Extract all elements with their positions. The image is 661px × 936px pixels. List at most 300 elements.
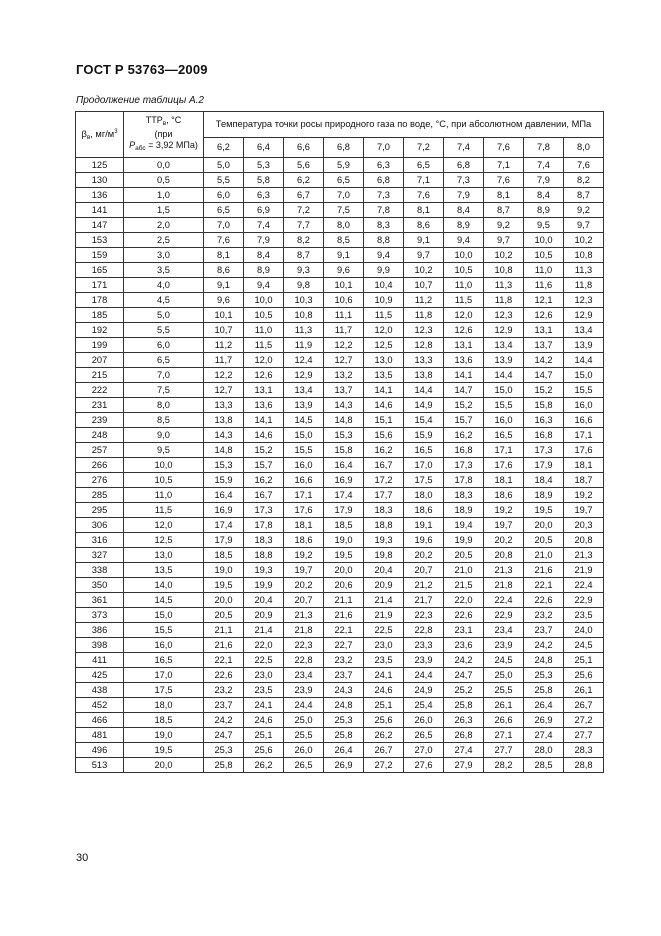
dew-point-cell: 7,9 (524, 173, 564, 188)
table-row (76, 323, 604, 338)
dew-point-cell: 26,2 (364, 728, 404, 743)
dew-point-cell: 25,1 (364, 698, 404, 713)
beta-cell: 125 (76, 158, 124, 173)
dew-point-cell: 23,9 (484, 638, 524, 653)
dew-point-cell: 22,1 (324, 623, 364, 638)
dew-point-cell: 19,7 (564, 503, 604, 518)
dew-point-cell: 23,5 (564, 608, 604, 623)
dew-point-cell: 19,0 (324, 533, 364, 548)
dew-point-cell: 25,3 (324, 713, 364, 728)
dew-point-cell: 8,4 (244, 248, 284, 263)
table-row (76, 218, 604, 233)
dew-point-cell: 20,9 (364, 578, 404, 593)
dew-point-cell: 7,7 (284, 218, 324, 233)
dew-point-cell: 16,2 (364, 443, 404, 458)
dew-point-cell: 6,8 (444, 158, 484, 173)
dew-point-cell: 12,3 (484, 308, 524, 323)
beta-cell: 361 (76, 593, 124, 608)
dew-point-cell: 18,3 (364, 503, 404, 518)
beta-cell: 316 (76, 533, 124, 548)
dew-point-cell: 13,7 (524, 338, 564, 353)
table-row (76, 713, 604, 728)
beta-cell: 481 (76, 728, 124, 743)
dew-point-cell: 9,2 (484, 218, 524, 233)
dew-point-cell: 25,6 (244, 743, 284, 758)
table-row (76, 203, 604, 218)
dew-point-cell: 13,9 (564, 338, 604, 353)
dew-point-cell: 15,0 (484, 383, 524, 398)
dew-point-cell: 20,5 (444, 548, 484, 563)
dew-point-cell: 20,0 (204, 593, 244, 608)
dew-point-cell: 20,7 (284, 593, 324, 608)
ttr-cell: 11,5 (124, 503, 204, 518)
dew-point-cell: 17,6 (484, 458, 524, 473)
ttr-cell: 3,5 (124, 263, 204, 278)
dew-point-cell: 18,1 (564, 458, 604, 473)
dew-point-cell: 22,6 (524, 593, 564, 608)
beta-cell: 141 (76, 203, 124, 218)
dew-point-cell: 8,2 (564, 173, 604, 188)
dew-point-cell: 13,4 (484, 338, 524, 353)
dew-point-cell: 27,4 (524, 728, 564, 743)
dew-point-cell: 8,2 (284, 233, 324, 248)
dew-point-cell: 14,8 (204, 443, 244, 458)
beta-cell: 386 (76, 623, 124, 638)
dew-point-cell: 25,3 (524, 668, 564, 683)
dew-point-cell: 23,5 (244, 683, 284, 698)
dew-point-cell: 21,1 (324, 593, 364, 608)
dew-point-cell: 9,4 (444, 233, 484, 248)
ttr-cell: 19,0 (124, 728, 204, 743)
dew-point-cell: 7,0 (204, 218, 244, 233)
table-row (76, 263, 604, 278)
dew-point-cell: 17,3 (444, 458, 484, 473)
dew-point-cell: 26,5 (284, 758, 324, 773)
dew-point-cell: 20,2 (284, 578, 324, 593)
dew-point-cell: 23,2 (204, 683, 244, 698)
dew-point-cell: 27,7 (564, 728, 604, 743)
dew-point-cell: 12,9 (564, 308, 604, 323)
dew-point-cell: 7,6 (204, 233, 244, 248)
dew-point-cell: 20,2 (484, 533, 524, 548)
dew-point-cell: 25,1 (244, 728, 284, 743)
dew-point-cell: 20,4 (364, 563, 404, 578)
ttr-cell: 5,0 (124, 308, 204, 323)
dew-point-cell: 27,9 (444, 758, 484, 773)
dew-point-cell: 19,3 (244, 563, 284, 578)
dew-point-cell: 9,1 (204, 278, 244, 293)
dew-point-cell: 23,2 (324, 653, 364, 668)
dew-point-cell: 9,6 (204, 293, 244, 308)
dew-point-cell: 15,0 (284, 428, 324, 443)
dew-point-cell: 19,9 (444, 533, 484, 548)
dew-point-cell: 6,9 (244, 203, 284, 218)
dew-point-cell: 8,4 (524, 188, 564, 203)
dew-point-cell: 17,8 (244, 518, 284, 533)
beta-cell: 207 (76, 353, 124, 368)
table-row (76, 578, 604, 593)
beta-cell: 295 (76, 503, 124, 518)
dew-point-cell: 11,6 (524, 278, 564, 293)
dew-point-cell: 14,7 (444, 383, 484, 398)
dew-point-cell: 16,3 (524, 413, 564, 428)
dew-point-cell: 22,5 (244, 653, 284, 668)
beta-cell: 266 (76, 458, 124, 473)
dew-point-cell: 11,2 (204, 338, 244, 353)
dew-point-cell: 15,2 (244, 443, 284, 458)
dew-point-cell: 23,5 (364, 653, 404, 668)
dew-point-cell: 19,0 (204, 563, 244, 578)
dew-point-cell: 11,8 (484, 293, 524, 308)
dew-point-cell: 17,1 (284, 488, 324, 503)
pressure-header-cell: 7,6 (484, 138, 524, 158)
dew-point-cell: 15,8 (324, 443, 364, 458)
ttr-cell: 17,0 (124, 668, 204, 683)
dew-point-cell: 9,7 (484, 233, 524, 248)
dew-point-cell: 10,8 (484, 263, 524, 278)
dew-point-cell: 10,2 (404, 263, 444, 278)
dew-point-cell: 18,9 (524, 488, 564, 503)
table-row (76, 308, 604, 323)
table-row (76, 623, 604, 638)
dew-point-cell: 24,4 (284, 698, 324, 713)
ttr-cell: 11,0 (124, 488, 204, 503)
dew-point-cell: 11,5 (444, 293, 484, 308)
dew-point-cell: 15,7 (244, 458, 284, 473)
dew-point-cell: 7,6 (404, 188, 444, 203)
dew-point-cell: 8,1 (204, 248, 244, 263)
dew-point-cell: 20,0 (524, 518, 564, 533)
dew-point-cell: 11,0 (524, 263, 564, 278)
dew-point-cell: 8,7 (564, 188, 604, 203)
dew-point-cell: 27,1 (484, 728, 524, 743)
dew-point-cell: 22,4 (564, 578, 604, 593)
table-row (76, 608, 604, 623)
dew-point-cell: 18,1 (284, 518, 324, 533)
dew-point-cell: 9,7 (564, 218, 604, 233)
ttr-cell: 15,0 (124, 608, 204, 623)
dew-point-cell: 5,8 (244, 173, 284, 188)
dew-point-cell: 13,1 (244, 383, 284, 398)
dew-point-cell: 10,5 (444, 263, 484, 278)
dew-point-cell: 20,9 (244, 608, 284, 623)
beta-subscript: в (86, 133, 91, 141)
dew-point-cell: 25,4 (404, 698, 444, 713)
dew-point-cell: 8,8 (364, 233, 404, 248)
ttr-cell: 18,5 (124, 713, 204, 728)
dew-point-cell: 20,0 (324, 563, 364, 578)
beta-cell: 327 (76, 548, 124, 563)
beta-cell: 239 (76, 413, 124, 428)
dew-point-cell: 15,2 (444, 398, 484, 413)
dew-point-cell: 18,5 (324, 518, 364, 533)
dew-point-cell: 13,1 (524, 323, 564, 338)
dew-point-cell: 11,5 (364, 308, 404, 323)
dew-point-cell: 21,3 (284, 608, 324, 623)
dew-point-cell: 20,5 (524, 533, 564, 548)
pressure-symbol: P (129, 139, 136, 150)
ttr-cell: 14,5 (124, 593, 204, 608)
beta-unit: , мг/м (90, 128, 115, 139)
dew-point-cell: 11,3 (484, 278, 524, 293)
ttr-cell: 19,5 (124, 743, 204, 758)
pressure-header-cell: 7,0 (364, 138, 404, 158)
dew-point-cell: 26,8 (444, 728, 484, 743)
dew-point-cell: 26,6 (484, 713, 524, 728)
dew-point-cell: 7,8 (364, 203, 404, 218)
table-row (76, 743, 604, 758)
dew-point-cell: 19,4 (444, 518, 484, 533)
dew-point-cell: 27,7 (484, 743, 524, 758)
dew-point-cell: 19,5 (204, 578, 244, 593)
dew-point-cell: 25,5 (484, 683, 524, 698)
ttr-cell: 6,5 (124, 353, 204, 368)
dew-point-cell: 16,6 (284, 473, 324, 488)
dew-point-cell: 16,5 (404, 443, 444, 458)
ttr-cell: 9,5 (124, 443, 204, 458)
beta-unit-superscript: 3 (114, 128, 118, 135)
dew-point-cell: 10,2 (564, 233, 604, 248)
ttr-line2: (при (154, 129, 173, 140)
dew-point-cell: 24,2 (204, 713, 244, 728)
dew-point-table (75, 111, 604, 773)
dew-point-cell: 23,4 (484, 623, 524, 638)
table-row (76, 188, 604, 203)
beta-cell: 248 (76, 428, 124, 443)
dew-point-cell: 9,5 (524, 218, 564, 233)
ttr-cell: 6,0 (124, 338, 204, 353)
dew-point-cell: 18,7 (564, 473, 604, 488)
beta-cell: 192 (76, 323, 124, 338)
table-row (76, 428, 604, 443)
table-row (76, 383, 604, 398)
dew-point-cell: 21,0 (444, 563, 484, 578)
dew-point-cell: 12,7 (204, 383, 244, 398)
ttr-cell: 20,0 (124, 758, 204, 773)
dew-point-cell: 17,9 (324, 503, 364, 518)
dew-point-cell: 16,9 (204, 503, 244, 518)
dew-point-cell: 21,2 (404, 578, 444, 593)
dew-point-cell: 26,0 (284, 743, 324, 758)
dew-point-cell: 25,0 (284, 713, 324, 728)
dew-point-cell: 16,5 (484, 428, 524, 443)
dew-point-cell: 7,3 (364, 188, 404, 203)
dew-point-cell: 18,6 (484, 488, 524, 503)
beta-cell: 178 (76, 293, 124, 308)
dew-point-cell: 5,5 (204, 173, 244, 188)
dew-point-cell: 21,8 (484, 578, 524, 593)
dew-point-cell: 8,7 (484, 203, 524, 218)
dew-point-cell: 5,3 (244, 158, 284, 173)
dew-point-cell: 10,2 (484, 248, 524, 263)
dew-point-cell: 16,7 (364, 458, 404, 473)
beta-symbol: β (81, 128, 87, 139)
dew-point-cell: 6,7 (284, 188, 324, 203)
dew-point-cell: 14,3 (204, 428, 244, 443)
dew-point-cell: 15,4 (404, 413, 444, 428)
dew-point-cell: 22,0 (444, 593, 484, 608)
dew-point-cell: 28,5 (524, 758, 564, 773)
dew-point-cell: 25,0 (484, 668, 524, 683)
beta-cell: 215 (76, 368, 124, 383)
dew-point-cell: 21,4 (364, 593, 404, 608)
dew-point-cell: 17,8 (444, 473, 484, 488)
dew-point-cell: 13,8 (204, 413, 244, 428)
dew-point-cell: 12,6 (444, 323, 484, 338)
dew-point-cell: 14,7 (524, 368, 564, 383)
dew-point-cell: 21,3 (564, 548, 604, 563)
dew-point-cell: 11,3 (564, 263, 604, 278)
dew-point-cell: 13,7 (324, 383, 364, 398)
dew-point-cell: 26,1 (564, 683, 604, 698)
dew-point-cell: 7,5 (324, 203, 364, 218)
dew-point-cell: 22,9 (564, 593, 604, 608)
dew-point-cell: 15,2 (524, 383, 564, 398)
ttr-label: ТТР (145, 114, 163, 125)
dew-point-cell: 18,0 (404, 488, 444, 503)
dew-point-cell: 21,3 (484, 563, 524, 578)
dew-point-cell: 25,1 (564, 653, 604, 668)
ttr-cell: 0,0 (124, 158, 204, 173)
dew-point-cell: 21,6 (204, 638, 244, 653)
ttr-cell: 14,0 (124, 578, 204, 593)
table-row (76, 413, 604, 428)
dew-point-cell: 25,3 (204, 743, 244, 758)
ttr-cell: 16,0 (124, 638, 204, 653)
beta-cell: 276 (76, 473, 124, 488)
ttr-cell: 7,5 (124, 383, 204, 398)
table-row (76, 683, 604, 698)
pressure-header-cell: 7,8 (524, 138, 564, 158)
dew-point-cell: 24,8 (324, 698, 364, 713)
dew-point-cell: 21,6 (324, 608, 364, 623)
beta-cell: 136 (76, 188, 124, 203)
dew-point-cell: 12,0 (444, 308, 484, 323)
dew-point-cell: 23,0 (364, 638, 404, 653)
beta-cell: 153 (76, 233, 124, 248)
ttr-cell: 4,0 (124, 278, 204, 293)
table-row (76, 398, 604, 413)
ttr-cell: 2,0 (124, 218, 204, 233)
dew-point-cell: 12,9 (284, 368, 324, 383)
dew-point-cell: 24,2 (524, 638, 564, 653)
dew-point-cell: 12,3 (564, 293, 604, 308)
dew-point-cell: 19,5 (324, 548, 364, 563)
dew-point-cell: 23,7 (204, 698, 244, 713)
dew-point-cell: 7,6 (564, 158, 604, 173)
dew-point-cell: 14,9 (404, 398, 444, 413)
dew-point-cell: 26,7 (564, 698, 604, 713)
dew-point-cell: 21,8 (284, 623, 324, 638)
dew-point-cell: 10,5 (244, 308, 284, 323)
dew-point-cell: 9,8 (284, 278, 324, 293)
dew-point-cell: 8,1 (484, 188, 524, 203)
dew-point-cell: 16,6 (564, 413, 604, 428)
dew-point-cell: 23,6 (444, 638, 484, 653)
dew-point-cell: 14,4 (484, 368, 524, 383)
dew-point-cell: 25,8 (204, 758, 244, 773)
dew-point-cell: 19,6 (404, 533, 444, 548)
ttr-cell: 18,0 (124, 698, 204, 713)
dew-point-cell: 26,3 (444, 713, 484, 728)
dew-point-cell: 17,7 (364, 488, 404, 503)
beta-cell: 466 (76, 713, 124, 728)
dew-point-cell: 10,8 (564, 248, 604, 263)
dew-point-cell: 16,0 (284, 458, 324, 473)
dew-point-cell: 22,8 (284, 653, 324, 668)
beta-cell: 185 (76, 308, 124, 323)
table-row (76, 503, 604, 518)
dew-point-cell: 12,1 (524, 293, 564, 308)
ttr-cell: 5,5 (124, 323, 204, 338)
dew-point-cell: 20,6 (324, 578, 364, 593)
pressure-subscript: абс (135, 144, 146, 152)
dew-point-cell: 22,1 (524, 578, 564, 593)
beta-cell: 350 (76, 578, 124, 593)
dew-point-cell: 18,8 (244, 548, 284, 563)
dew-point-cell: 24,1 (364, 668, 404, 683)
dew-point-cell: 27,4 (444, 743, 484, 758)
dew-point-cell: 6,3 (244, 188, 284, 203)
dew-point-cell: 21,5 (444, 578, 484, 593)
dew-point-cell: 6,5 (204, 203, 244, 218)
dew-point-cell: 10,0 (244, 293, 284, 308)
dew-point-cell: 22,9 (484, 608, 524, 623)
dew-point-cell: 17,4 (204, 518, 244, 533)
dew-point-cell: 22,3 (284, 638, 324, 653)
dew-point-cell: 19,8 (364, 548, 404, 563)
dew-point-cell: 19,5 (524, 503, 564, 518)
dew-point-cell: 22,1 (204, 653, 244, 668)
dew-point-cell: 24,8 (524, 653, 564, 668)
dew-point-cell: 17,3 (524, 443, 564, 458)
ttr-cell: 7,0 (124, 368, 204, 383)
ttr-subscript: в (162, 119, 167, 127)
dew-point-cell: 17,6 (284, 503, 324, 518)
dew-point-cell: 24,2 (444, 653, 484, 668)
ttr-cell: 0,5 (124, 173, 204, 188)
dew-point-cell: 14,8 (324, 413, 364, 428)
beta-cell: 452 (76, 698, 124, 713)
dew-point-cell: 15,0 (564, 368, 604, 383)
dew-point-cell: 15,7 (444, 413, 484, 428)
dew-point-cell: 18,3 (244, 533, 284, 548)
dew-point-cell: 23,4 (284, 668, 324, 683)
dew-point-cell: 24,1 (244, 698, 284, 713)
dew-point-cell: 14,1 (444, 368, 484, 383)
dew-point-cell: 10,5 (524, 248, 564, 263)
dew-point-cell: 9,1 (404, 233, 444, 248)
ttr-cell: 8,5 (124, 413, 204, 428)
dew-point-cell: 24,7 (204, 728, 244, 743)
dew-point-cell: 23,9 (404, 653, 444, 668)
dew-point-cell: 19,2 (564, 488, 604, 503)
dew-point-cell: 14,1 (364, 383, 404, 398)
dew-point-cell: 12,8 (404, 338, 444, 353)
dew-point-cell: 19,2 (284, 548, 324, 563)
dew-point-cell: 8,6 (204, 263, 244, 278)
beta-cell: 171 (76, 278, 124, 293)
table-row (76, 443, 604, 458)
dew-point-cell: 15,9 (204, 473, 244, 488)
dew-point-cell: 13,4 (564, 323, 604, 338)
dew-point-cell: 9,7 (404, 248, 444, 263)
dew-point-cell: 10,1 (204, 308, 244, 323)
dew-point-cell: 25,6 (564, 668, 604, 683)
table-row (76, 653, 604, 668)
beta-cell: 159 (76, 248, 124, 263)
ttr-cell: 12,5 (124, 533, 204, 548)
